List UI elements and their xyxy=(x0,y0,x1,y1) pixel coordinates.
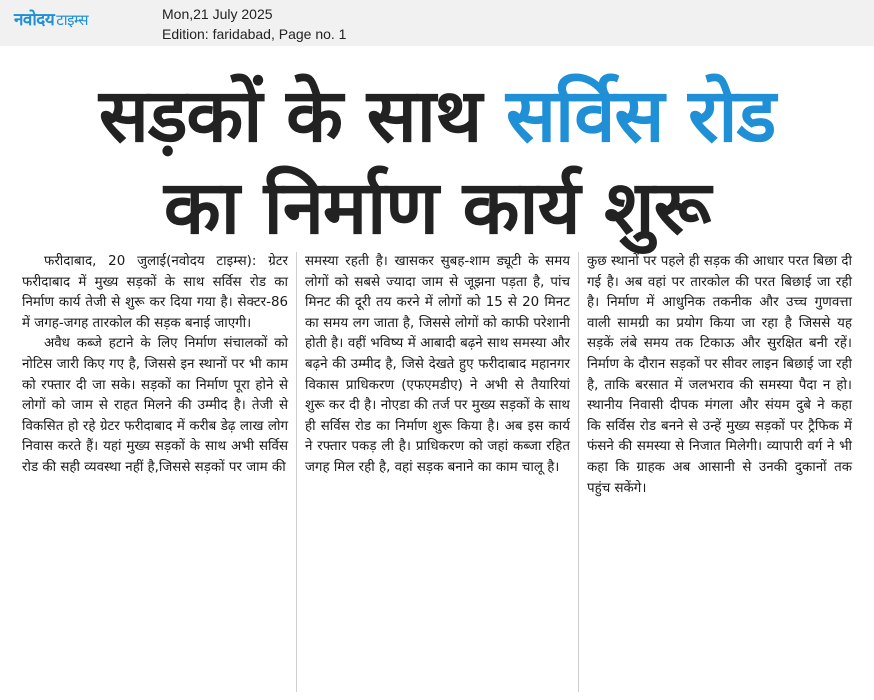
paragraph: फरीदाबाद, 20 जुलाई(नवोदय टाइम्स): ग्रेटर फरीदाबाद में मुख्य सड़कों के साथ सर्विस रोड का निर्माण कार्य तेजी से शुरू कर दिया गया है। सेक्टर-86 में जगह-जगह तारकोल की सड़क बनाई जाएगी। xyxy=(22,254,288,331)
headline-highlight: सर्विस रोड xyxy=(506,73,776,159)
logo-sub-text: टाइम्स xyxy=(56,11,89,29)
edition-info xyxy=(162,4,346,44)
headline-part-1: सड़कों के साथ xyxy=(98,73,507,159)
article-headline xyxy=(0,70,874,254)
article-column-1 xyxy=(14,252,296,692)
edition-page: Edition: faridabad, Page no. 1 xyxy=(162,26,347,42)
article-column-3 xyxy=(578,252,860,692)
paragraph: अवैध कब्जे हटाने के लिए निर्माण संचालकों को नोटिस जारी किए गए है, जिससे इन स्थानों पर भी काम को रफ्तार दी जा सके। सड़कों का निर्माण पूरा होने से लोगों को जाम से राहत मिलने की उम्मीद है। तेजी से विकसित हो रहे ग्रेटर फरीदाबाद में करीब डेढ़ लाख लोग निवास करते हैं। यहां मुख्य सड़कों के साथ अभी सर्विस रोड की सही व्यवस्था नहीं है,जिससे सड़कों पर जाम की xyxy=(22,336,288,475)
paragraph: समस्या रहती है। खासकर सुबह-शाम ड्यूटी के समय लोगों को सबसे ज्यादा जाम से जूझना पड़ता है, पांच मिनट की दूरी तय करने में लोगों को 15 से 20 मिनट का समय लग जाता है, जिससे लोगों को काफी परेशानी होती है। वहीं भविष्य में आबादी बढ़ने साथ समस्या और बढ़ने की उम्मीद है, जिसे देखते हुए फरीदाबाद महानगर विकास प्राधिकरण (एफएमडीए) ने अभी से तैयारियां शुरू कर दी है। नोएडा की तर्ज पर मुख्य सड़कों के साथ ही सर्विस रोड का निर्माण शुरू किया है। अब इस कार्य ने रफ्तार पकड़ ली है। प्राधिकरण को जहां कब्जा रहित जगह मिल रही है, वहां सड़क बनाने का काम चालू है। xyxy=(305,254,570,475)
masthead-bar xyxy=(0,0,874,46)
paragraph: कुछ स्थानों पर पहले ही सड़क की आधार परत बिछा दी गई है। अब वहां पर तारकोल की परत बिछाई जा रही है। निर्माण में आधुनिक तकनीक और उच्च गुणवत्ता वाली सामग्री का प्रयोग किया जा रहा है जिससे यह सड़कें लंबे समय तक टिकाऊ और सुरक्षित बनी रहें। निर्माण के दौरान सड़कों पर सीवर लाइन बिछाई जा रही है, ताकि बरसात में जलभराव की समस्या पैदा न हो। स्थानीय निवासी दीपक मंगला और संयम दुबे ने कहा कि सर्विस रोड बनने से उन्हें मुख्य सड़कों पर ट्रैफिक में फंसने की समस्या से निजात मिलेगी। व्यापारी वर्ग ने भी कहा कि ग्राहक अब आसानी से उनकी दुकानों तक पहुंच सकेंगे। xyxy=(587,254,852,496)
logo-main-text: नवोदय xyxy=(14,10,55,30)
publish-date: Mon,21 July 2025 xyxy=(162,6,273,22)
headline-line-1 xyxy=(0,70,874,162)
article-column-2 xyxy=(296,252,578,692)
article-body xyxy=(14,252,860,692)
newspaper-logo[interactable] xyxy=(14,10,88,30)
headline-line-2: का निर्माण कार्य शुरू xyxy=(163,165,711,251)
